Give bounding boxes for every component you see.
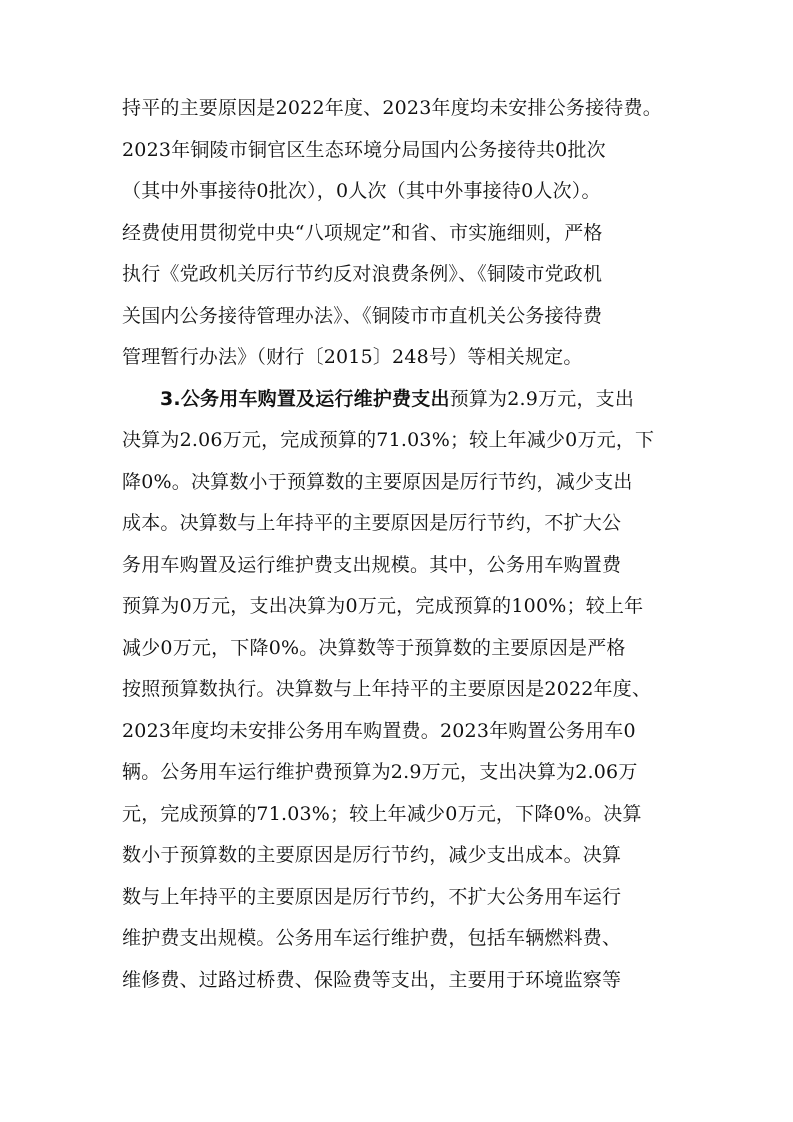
paragraph-line: 数小于预算数的主要原因是厉行节约，减少支出成本。决算 [122,844,622,866]
paragraph-line: 数与上年持平的主要原因是厉行节约，不扩大公务用车运行 [122,885,622,908]
section-3-first-line [122,379,678,421]
document-page [122,88,678,1001]
paragraph-line: 管理暂行办法》（财行〔2015〕248号）等相关规定。 [122,346,583,368]
section-3-heading: 3.公务用车购置及运行维护费支出 [160,387,450,410]
paragraph-line: 减少0万元，下降0%。决算数等于预算数的主要原因是严格 [122,636,626,659]
paragraph-line: 关国内公务接待管理办法》、《铜陵市市直机关公务接待费 [122,304,603,327]
paragraph-line: 辆。公务用车运行维护费预算为2.9万元，支出决算为2.06万 [122,761,638,783]
paragraph-line: 2023年铜陵市铜官区生态环境分局国内公务接待共0批次 [122,138,606,161]
paragraph-line: 维修费、过路过桥费、保险费等支出，主要用于环境监察等 [122,968,622,991]
paragraph-line: 经费使用贯彻党中央“八项规定”和省、市实施细则，严格 [122,221,603,244]
paragraph-line: 持平的主要原因是2022年度、2023年度均未安排公务接待费。 [122,97,662,119]
paragraph-line: 元，完成预算的71.03%；较上年减少0万元，下降0%。决算 [122,802,642,825]
paragraph-line: 决算为2.06万元，完成预算的71.03%；较上年减少0万元，下 [122,429,655,451]
paragraph-line: 预算为0万元，支出决算为0万元，完成预算的100%；较上年 [122,595,644,617]
paragraph-line: 执行《党政机关厉行节约反对浪费条例》、《铜陵市党政机 [122,263,603,285]
paragraph-line: 降0%。决算数小于预算数的主要原因是厉行节约，减少支出 [122,470,633,493]
paragraph-line: 成本。决算数与上年持平的主要原因是厉行节约，不扩大公 [122,512,622,534]
paragraph-line: 按照预算数执行。决算数与上年持平的主要原因是2022年度、 [122,678,652,700]
paragraph-line: 务用车购置及运行维护费支出规模。其中，公务用车购置费 [122,553,622,576]
paragraph-line: （其中外事接待0批次），0人次（其中外事接待0人次）。 [122,180,601,202]
section-3-first-line-text: 预算为2.9万元，支出 [449,387,635,410]
paragraph-line: 2023年度均未安排公务用车购置费。2023年购置公务用车0 [122,719,636,742]
paragraph-line: 维护费支出规模。公务用车运行维护费，包括车辆燃料费、 [122,927,622,949]
